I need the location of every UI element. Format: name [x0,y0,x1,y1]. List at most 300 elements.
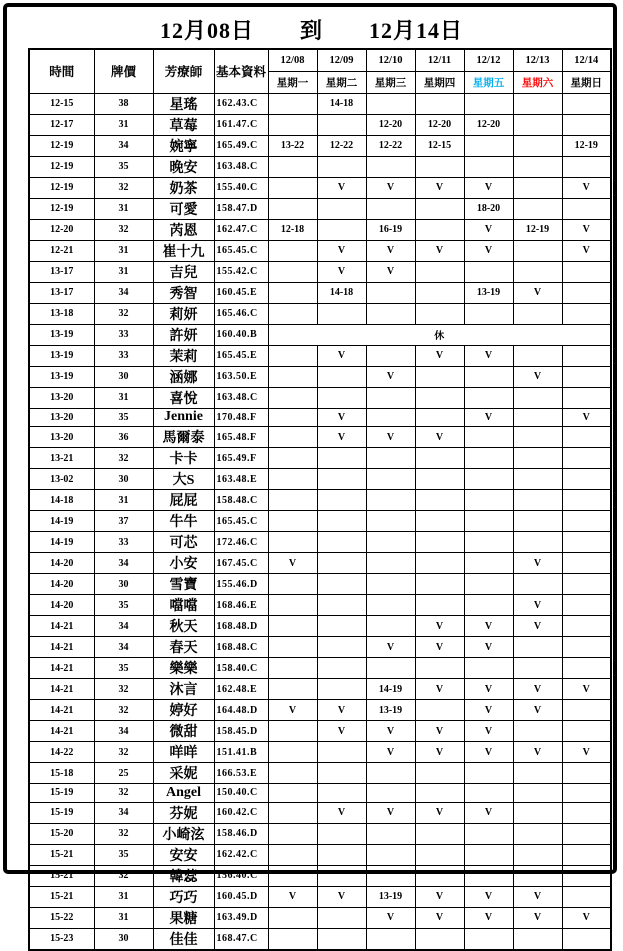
time-cell: 12-21 [29,240,94,261]
price-cell: 33 [94,324,153,345]
time-cell: 15-18 [29,763,94,784]
day-cell [268,658,317,679]
table-row [29,928,611,950]
day-cell [562,553,611,574]
day-cell: V [366,637,415,658]
price-cell: 30 [94,366,153,387]
day-cell: V [415,177,464,198]
time-cell: 15-20 [29,823,94,844]
basic-info-cell: 168.48.D [214,616,268,637]
therapist-name-cell: 可愛 [153,198,214,219]
title-connector: 到 [299,18,323,43]
day-cell [366,448,415,469]
therapist-name-cell: 晚安 [153,156,214,177]
day-cell [415,823,464,844]
day-header-date: 12/13 [513,49,562,71]
time-cell: 13-20 [29,408,94,427]
day-cell [415,408,464,427]
basic-info-cell: 162.43.C [214,93,268,114]
therapist-name-cell: 小安 [153,553,214,574]
time-cell: 14-21 [29,679,94,700]
day-header-weekday: 星期三 [366,71,415,93]
price-cell: 33 [94,532,153,553]
price-cell: 31 [94,490,153,511]
day-cell: V [464,240,513,261]
time-cell: 15-21 [29,865,94,886]
day-cell [415,763,464,784]
day-cell [268,387,317,408]
time-cell: 14-21 [29,658,94,679]
day-cell [366,387,415,408]
day-cell [268,844,317,865]
day-header-weekday: 星期一 [268,71,317,93]
therapist-name-cell: 可芯 [153,532,214,553]
price-cell: 37 [94,511,153,532]
price-cell: 32 [94,219,153,240]
day-header-date: 12/14 [562,49,611,71]
day-cell [513,198,562,219]
therapist-name-cell: 喜悅 [153,387,214,408]
therapist-name-cell: 星瑤 [153,93,214,114]
day-cell [464,156,513,177]
day-cell: V [415,886,464,907]
price-cell: 25 [94,763,153,784]
day-header-date: 12/10 [366,49,415,71]
day-cell [464,763,513,784]
time-cell: 14-21 [29,616,94,637]
time-cell: 14-19 [29,511,94,532]
day-cell [268,532,317,553]
day-cell [562,823,611,844]
day-cell [317,219,366,240]
day-cell [464,427,513,448]
time-cell: 15-23 [29,928,94,950]
basic-info-cell: 158.48.C [214,490,268,511]
time-cell: 13-19 [29,366,94,387]
day-cell: 12-20 [464,114,513,135]
table-row [29,823,611,844]
day-cell [513,427,562,448]
therapist-name-cell: 佳佳 [153,928,214,950]
title-date-from: 12月08日 [159,18,254,43]
day-cell [464,595,513,616]
day-cell: V [464,700,513,721]
price-cell: 31 [94,261,153,282]
day-cell [268,637,317,658]
day-cell [317,658,366,679]
day-cell [513,763,562,784]
price-cell: 32 [94,742,153,763]
time-cell: 13-20 [29,387,94,408]
basic-info-cell: 151.41.B [214,742,268,763]
table-row [29,282,611,303]
basic-info-cell: 150.40.C [214,784,268,803]
therapist-name-cell: 芮恩 [153,219,214,240]
day-cell: 13-19 [366,886,415,907]
day-cell: V [464,886,513,907]
day-cell: 12-20 [366,114,415,135]
day-cell: V [317,261,366,282]
day-cell [562,784,611,803]
day-cell: V [464,219,513,240]
time-cell: 14-19 [29,532,94,553]
therapist-name-cell: 芬妮 [153,802,214,823]
day-cell [464,261,513,282]
day-cell: V [317,700,366,721]
time-cell: 15-22 [29,907,94,928]
price-cell: 31 [94,387,153,408]
day-cell: V [464,802,513,823]
therapist-name-cell: 卡卡 [153,448,214,469]
day-cell [513,93,562,114]
basic-info-cell: 165.46.C [214,303,268,324]
price-cell: 34 [94,135,153,156]
basic-info-cell: 165.49.C [214,135,268,156]
price-cell: 34 [94,553,153,574]
day-cell [562,637,611,658]
time-cell: 13-18 [29,303,94,324]
day-header-weekday: 星期六 [513,71,562,93]
day-cell [464,823,513,844]
basic-info-cell: 158.45.D [214,721,268,742]
basic-info-cell: 165.45.C [214,511,268,532]
table-row [29,679,611,700]
day-cell [513,844,562,865]
day-cell: V [464,345,513,366]
day-cell [562,490,611,511]
price-cell: 34 [94,802,153,823]
day-cell [317,784,366,803]
day-cell: V [513,700,562,721]
day-cell: V [513,907,562,928]
page-title [0,14,623,45]
day-cell [317,679,366,700]
basic-info-cell: 163.50.E [214,366,268,387]
basic-info-cell: 168.48.C [214,637,268,658]
day-cell [366,763,415,784]
time-cell: 13-02 [29,469,94,490]
day-cell [562,532,611,553]
day-cell [366,511,415,532]
time-cell: 15-19 [29,802,94,823]
day-cell [513,802,562,823]
table-row [29,511,611,532]
day-cell [562,700,611,721]
day-cell [366,490,415,511]
day-cell: V [513,282,562,303]
day-cell [366,658,415,679]
day-cell [562,469,611,490]
day-cell [464,574,513,595]
day-header-weekday: 星期五 [464,71,513,93]
day-cell [268,427,317,448]
day-header-weekday: 星期日 [562,71,611,93]
day-cell [415,490,464,511]
price-cell: 31 [94,907,153,928]
time-cell: 12-19 [29,198,94,219]
day-cell [268,177,317,198]
day-cell: V [415,616,464,637]
day-cell [317,574,366,595]
day-cell [562,114,611,135]
day-cell [513,303,562,324]
basic-info-cell: 163.48.C [214,156,268,177]
table-row [29,784,611,803]
day-cell [317,469,366,490]
therapist-name-cell: 巧巧 [153,886,214,907]
day-cell: 12-19 [562,135,611,156]
price-cell: 30 [94,928,153,950]
time-cell: 13-19 [29,324,94,345]
day-cell: V [366,261,415,282]
basic-info-cell: 155.46.D [214,574,268,595]
day-cell [268,763,317,784]
day-cell [562,865,611,886]
day-cell: V [415,240,464,261]
day-cell [513,177,562,198]
day-cell [464,448,513,469]
day-cell: V [317,177,366,198]
price-cell: 31 [94,240,153,261]
day-cell [366,823,415,844]
time-cell: 15-19 [29,784,94,803]
day-cell: 12-19 [513,219,562,240]
day-cell: V [366,802,415,823]
rest-merged-cell: 休 [268,324,611,345]
day-cell [464,135,513,156]
price-cell: 34 [94,282,153,303]
day-cell: V [464,679,513,700]
day-cell: 12-22 [366,135,415,156]
day-cell [366,928,415,950]
day-cell [464,928,513,950]
day-cell [562,595,611,616]
therapist-name-cell: 秋天 [153,616,214,637]
price-cell: 32 [94,303,153,324]
table-row [29,219,611,240]
day-cell: V [317,721,366,742]
day-cell [415,532,464,553]
price-cell: 32 [94,784,153,803]
day-cell [513,387,562,408]
column-header-1: 牌價 [94,49,153,93]
price-cell: 35 [94,595,153,616]
day-cell: V [562,907,611,928]
basic-info-cell: 168.46.E [214,595,268,616]
price-cell: 35 [94,156,153,177]
day-cell [513,721,562,742]
basic-info-cell: 167.45.C [214,553,268,574]
time-cell: 12-19 [29,177,94,198]
day-cell [366,469,415,490]
day-cell: V [562,219,611,240]
day-cell [268,742,317,763]
therapist-name-cell: 春天 [153,637,214,658]
price-cell: 31 [94,198,153,219]
day-cell [317,511,366,532]
time-cell: 13-19 [29,345,94,366]
day-cell: V [464,907,513,928]
table-row [29,408,611,427]
day-cell [513,156,562,177]
table-row [29,865,611,886]
table-row [29,658,611,679]
day-cell: V [562,177,611,198]
time-cell: 14-22 [29,742,94,763]
day-cell [464,865,513,886]
day-cell [268,679,317,700]
day-cell [268,93,317,114]
table-row [29,595,611,616]
day-cell [464,366,513,387]
price-cell: 35 [94,844,153,865]
table-row [29,93,611,114]
day-cell: V [415,721,464,742]
day-cell: V [317,408,366,427]
basic-info-cell: 163.48.C [214,387,268,408]
day-cell: V [513,595,562,616]
day-cell [317,928,366,950]
table-row [29,345,611,366]
time-cell: 13-21 [29,448,94,469]
day-cell: V [366,366,415,387]
therapist-name-cell: 涵娜 [153,366,214,387]
day-cell [562,721,611,742]
basic-info-cell: 163.49.D [214,907,268,928]
day-cell: V [562,408,611,427]
basic-info-cell: 165.49.F [214,448,268,469]
day-cell [415,93,464,114]
day-cell [513,448,562,469]
day-cell [268,448,317,469]
table-row [29,114,611,135]
table-row [29,490,611,511]
therapist-name-cell: 婷好 [153,700,214,721]
time-cell: 13-17 [29,261,94,282]
day-cell [562,261,611,282]
price-cell: 33 [94,345,153,366]
therapist-name-cell: 婉寧 [153,135,214,156]
price-cell: 35 [94,408,153,427]
therapist-name-cell: Jennie [153,408,214,427]
time-cell: 14-21 [29,721,94,742]
table-row [29,637,611,658]
therapist-name-cell: 沐言 [153,679,214,700]
day-cell [513,490,562,511]
title-date-to: 12月14日 [369,18,464,43]
day-cell [317,823,366,844]
day-cell [464,658,513,679]
day-cell: V [366,177,415,198]
day-cell [464,532,513,553]
table-row [29,844,611,865]
table-row [29,574,611,595]
table-row [29,324,611,345]
day-cell: V [366,742,415,763]
table-row [29,700,611,721]
basic-info-cell: 155.42.C [214,261,268,282]
table-row [29,742,611,763]
day-cell [562,658,611,679]
day-cell [562,511,611,532]
day-cell [415,658,464,679]
day-cell [268,408,317,427]
day-cell: V [464,408,513,427]
day-cell: 14-18 [317,93,366,114]
day-cell: V [513,679,562,700]
therapist-name-cell: 許妍 [153,324,214,345]
table-row [29,261,611,282]
day-cell [562,928,611,950]
day-cell [317,448,366,469]
day-cell [415,156,464,177]
basic-info-cell: 158.46.D [214,823,268,844]
day-cell [268,345,317,366]
day-cell: 14-19 [366,679,415,700]
price-cell: 34 [94,637,153,658]
day-cell [513,135,562,156]
day-cell: V [366,721,415,742]
day-cell [513,574,562,595]
therapist-name-cell: 果糖 [153,907,214,928]
therapist-name-cell: 崔十九 [153,240,214,261]
time-cell: 15-21 [29,886,94,907]
column-header-2: 芳療師 [153,49,214,93]
therapist-name-cell: 大S [153,469,214,490]
day-cell [268,907,317,928]
day-cell [415,198,464,219]
day-header-date: 12/09 [317,49,366,71]
day-cell [317,490,366,511]
day-cell [513,114,562,135]
day-cell [464,511,513,532]
therapist-name-cell: 采妮 [153,763,214,784]
therapist-name-cell: 小崎泫 [153,823,214,844]
therapist-name-cell: 草莓 [153,114,214,135]
table-row [29,303,611,324]
day-cell [268,303,317,324]
day-cell [562,427,611,448]
day-header-date: 12/12 [464,49,513,71]
day-cell [415,303,464,324]
basic-info-cell: 166.53.E [214,763,268,784]
day-cell [268,595,317,616]
day-cell [415,387,464,408]
day-cell: V [464,616,513,637]
day-cell [268,616,317,637]
day-cell [366,784,415,803]
table-row [29,198,611,219]
price-cell: 32 [94,823,153,844]
day-cell: V [415,427,464,448]
day-cell [415,219,464,240]
day-cell [415,928,464,950]
table-row [29,135,611,156]
schedule-header [29,49,611,93]
day-cell: V [317,240,366,261]
basic-info-cell: 165.45.C [214,240,268,261]
price-cell: 34 [94,721,153,742]
table-row [29,448,611,469]
day-cell [366,408,415,427]
therapist-name-cell: 牛牛 [153,511,214,532]
day-cell [513,823,562,844]
day-cell: V [366,907,415,928]
day-cell: V [317,802,366,823]
day-cell [415,511,464,532]
day-cell [562,303,611,324]
day-cell [366,616,415,637]
